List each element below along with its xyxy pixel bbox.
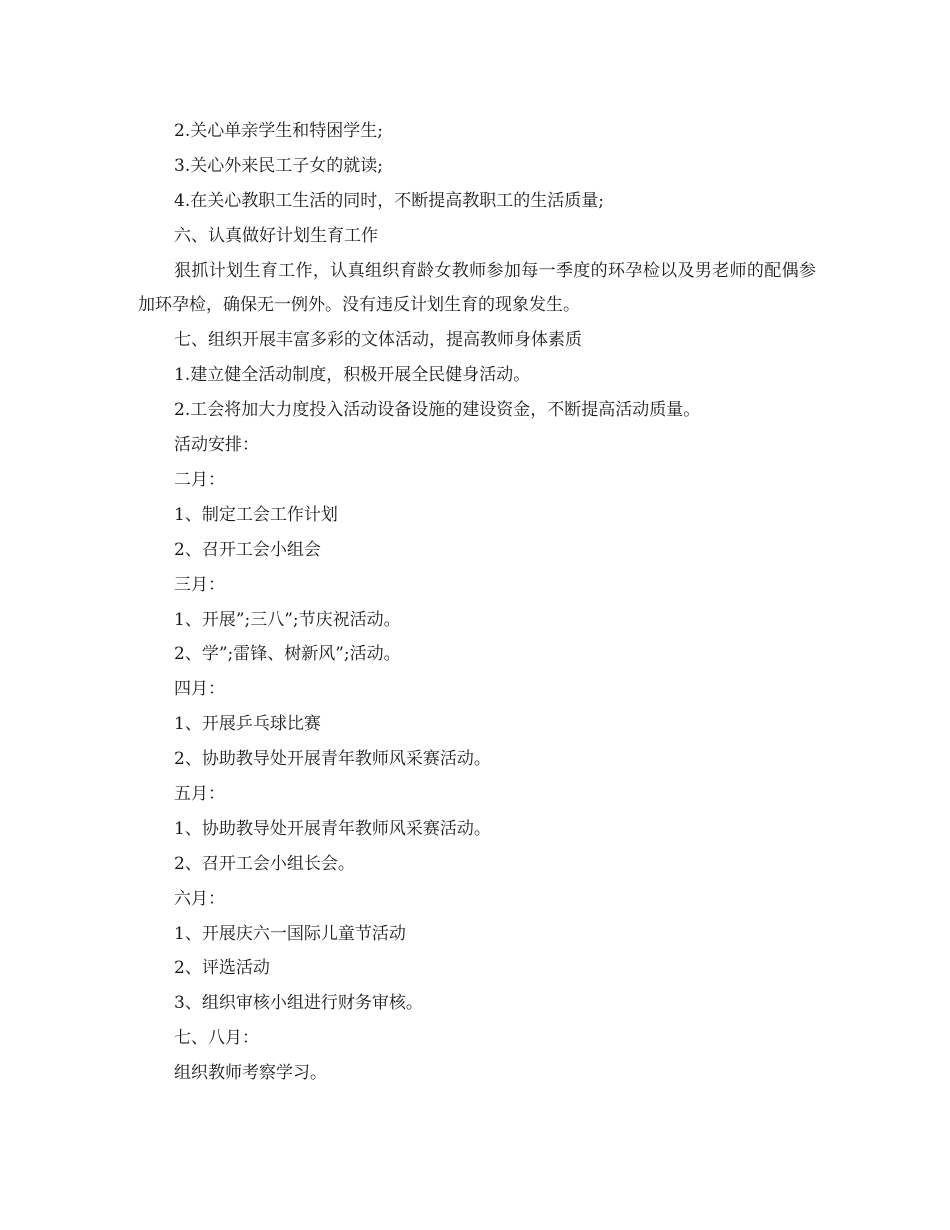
list-item: 1、开展”;三八”;节庆祝活动。	[174, 609, 401, 630]
list-item: 2、协助教导处开展青年教师风采赛活动。	[174, 749, 491, 770]
month-label: 二月：	[174, 469, 225, 490]
text-line: 2.工会将加大力度投入活动设备设施的建设资金，不断提高活动质量。	[174, 400, 701, 421]
section-heading: 七、组织开展丰富多彩的文体活动，提高教师身体素质	[174, 330, 582, 351]
paragraph: 狠抓计划生育工作，认真组织育龄女教师参加每一季度的环孕检以及男老师的配偶参加环孕检，确保无一例外。没有违反计划生育的现象发生。	[138, 260, 816, 316]
text-line: 4.在关心教职工生活的同时，不断提高教职工的生活质量;	[174, 190, 604, 211]
month-label: 三月：	[174, 574, 225, 595]
text-line: 2.关心单亲学生和特困学生;	[174, 121, 383, 141]
section-heading: 六、认真做好计划生育工作	[174, 225, 378, 246]
text-line: 1.建立健全活动制度，积极开展全民健身活动。	[174, 365, 531, 386]
month-label: 七、八月：	[174, 1028, 259, 1049]
list-item: 2、学”;雷锋、树新风”;活动。	[174, 644, 401, 665]
list-item: 2、评选活动	[174, 958, 270, 979]
list-item: 2、召开工会小组会	[174, 539, 321, 560]
list-item: 1、开展庆六一国际儿童节活动	[174, 923, 406, 944]
list-item: 1、开展乒乓球比赛	[174, 714, 321, 735]
list-item: 1、制定工会工作计划	[174, 504, 338, 525]
text-line: 3.关心外来民工子女的就读;	[174, 155, 383, 176]
list-item: 2、召开工会小组长会。	[174, 853, 355, 874]
month-label: 六月：	[174, 888, 225, 909]
month-label: 五月：	[174, 783, 225, 804]
document-body	[138, 114, 816, 1091]
schedule-heading: 活动安排：	[174, 435, 259, 456]
list-item: 组织教师考察学习。	[174, 1063, 327, 1084]
list-item: 3、组织审核小组进行财务审核。	[174, 993, 423, 1014]
list-item: 1、协助教导处开展青年教师风采赛活动。	[174, 818, 491, 839]
month-label: 四月：	[174, 679, 225, 700]
